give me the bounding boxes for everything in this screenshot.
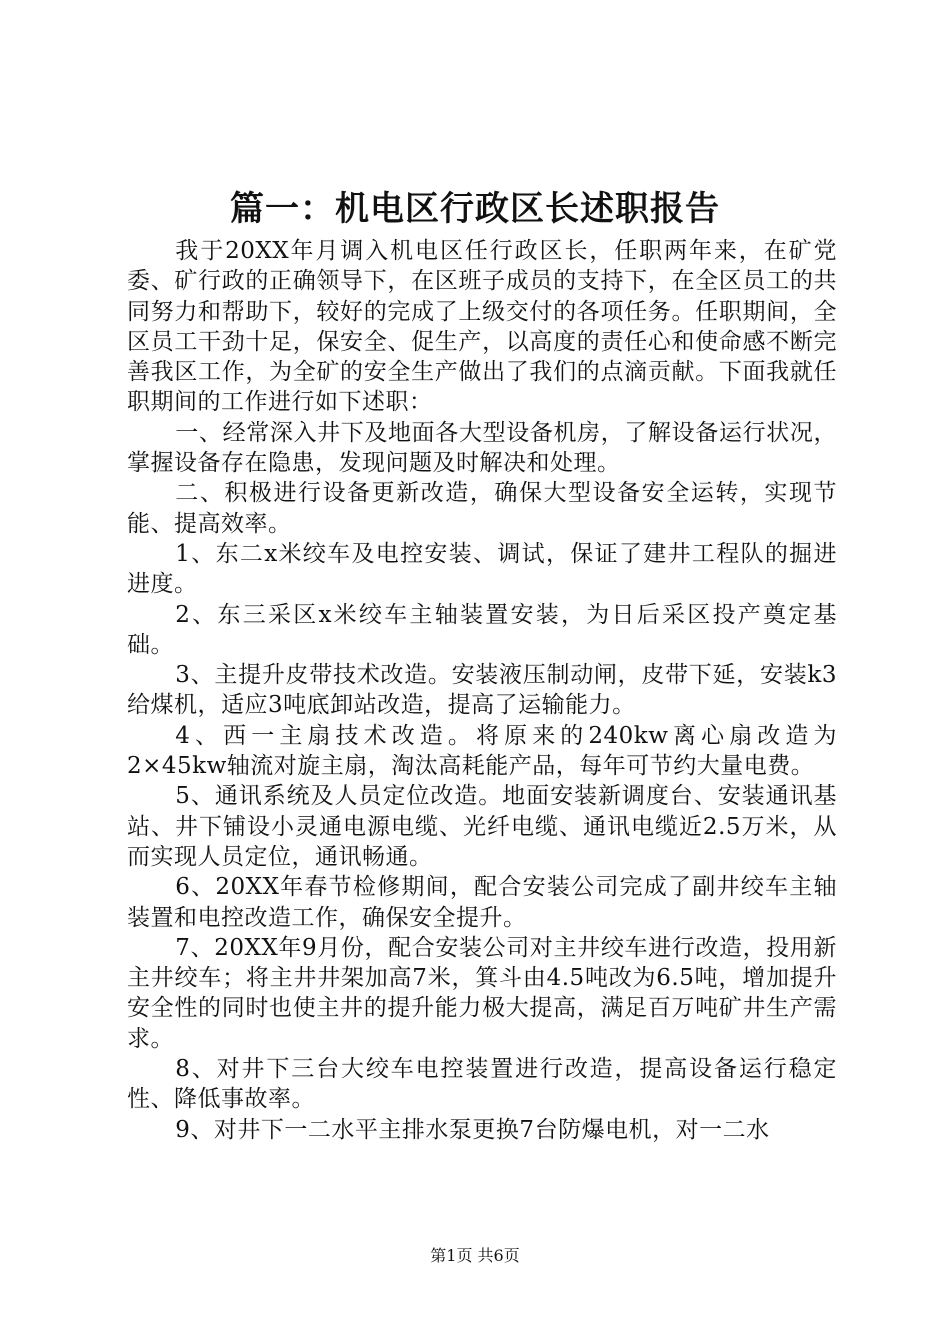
paragraph-item-5: 5、通讯系统及人员定位改造。地面安装新调度台、安装通讯基站、井下铺设小灵通电源电缆、光纤电缆、通讯电缆近2.5万米，从而实现人员定位，通讯畅通。	[127, 783, 837, 870]
paragraph-section-1: 一、经常深入井下及地面各大型设备机房，了解设备运行状况，掌握设备存在隐患，发现问题及时解决和处理。	[127, 419, 837, 477]
page-number-footer: 第1页 共6页	[430, 1246, 520, 1265]
document-body	[127, 236, 837, 1145]
paragraph-item-6: 6、20XX年春节检修期间，配合安装公司完成了副井绞车主轴装置和电控改造工作，确保安全提升。	[127, 874, 837, 931]
paragraph-item-7: 7、20XX年9月份，配合安装公司对主井绞车进行改造，投用新主井绞车；将主井井架加高7米，箕斗由4.5吨改为6.5吨，增加提升安全性的同时也使主井的提升能力极大提高，满足百万吨矿井生产需求。	[127, 934, 837, 1052]
paragraph-item-3: 3、主提升皮带技术改造。安装液压制动闸，皮带下延，安装k3给煤机，适应3吨底卸站改造，提高了运输能力。	[127, 662, 837, 719]
document-title: 篇一：机电区行政区长述职报告	[230, 189, 720, 229]
paragraph-item-2: 2、东三采区x米绞车主轴装置安装，为日后采区投产奠定基础。	[127, 601, 837, 658]
paragraph-item-4: 4、西一主扇技术改造。将原来的240kw离心扇改造为2×45kw轴流对旋主扇，淘汰高耗能产品，每年可节约大量电费。	[127, 722, 837, 780]
paragraph-item-8: 8、对井下三台大绞车电控装置进行改造，提高设备运行稳定性、降低事故率。	[127, 1056, 837, 1113]
paragraph-item-9: 9、对井下一二水平主排水泵更换7台防爆电机，对一二水	[175, 1116, 770, 1143]
paragraph-section-2: 二、积极进行设备更新改造，确保大型设备安全运转，实现节能、提高效率。	[127, 480, 837, 537]
paragraph-item-1: 1、东二x米绞车及电控安装、调试，保证了建井工程队的掘进进度。	[127, 540, 837, 598]
paragraph-intro: 我于20XX年月调入机电区任行政区长，任职两年来，在矿党委、矿行政的正确领导下，在区班子成员的支持下，在全区员工的共同努力和帮助下，较好的完成了上级交付的各项任务。任职期间，全区员工干劲十足，保安全、促生产，以高度的责任心和使命感不断完善我区工作，为全矿的安全生产做出了我们的点滴贡献。下面我就任职期间的工作进行如下述职：	[127, 238, 837, 416]
